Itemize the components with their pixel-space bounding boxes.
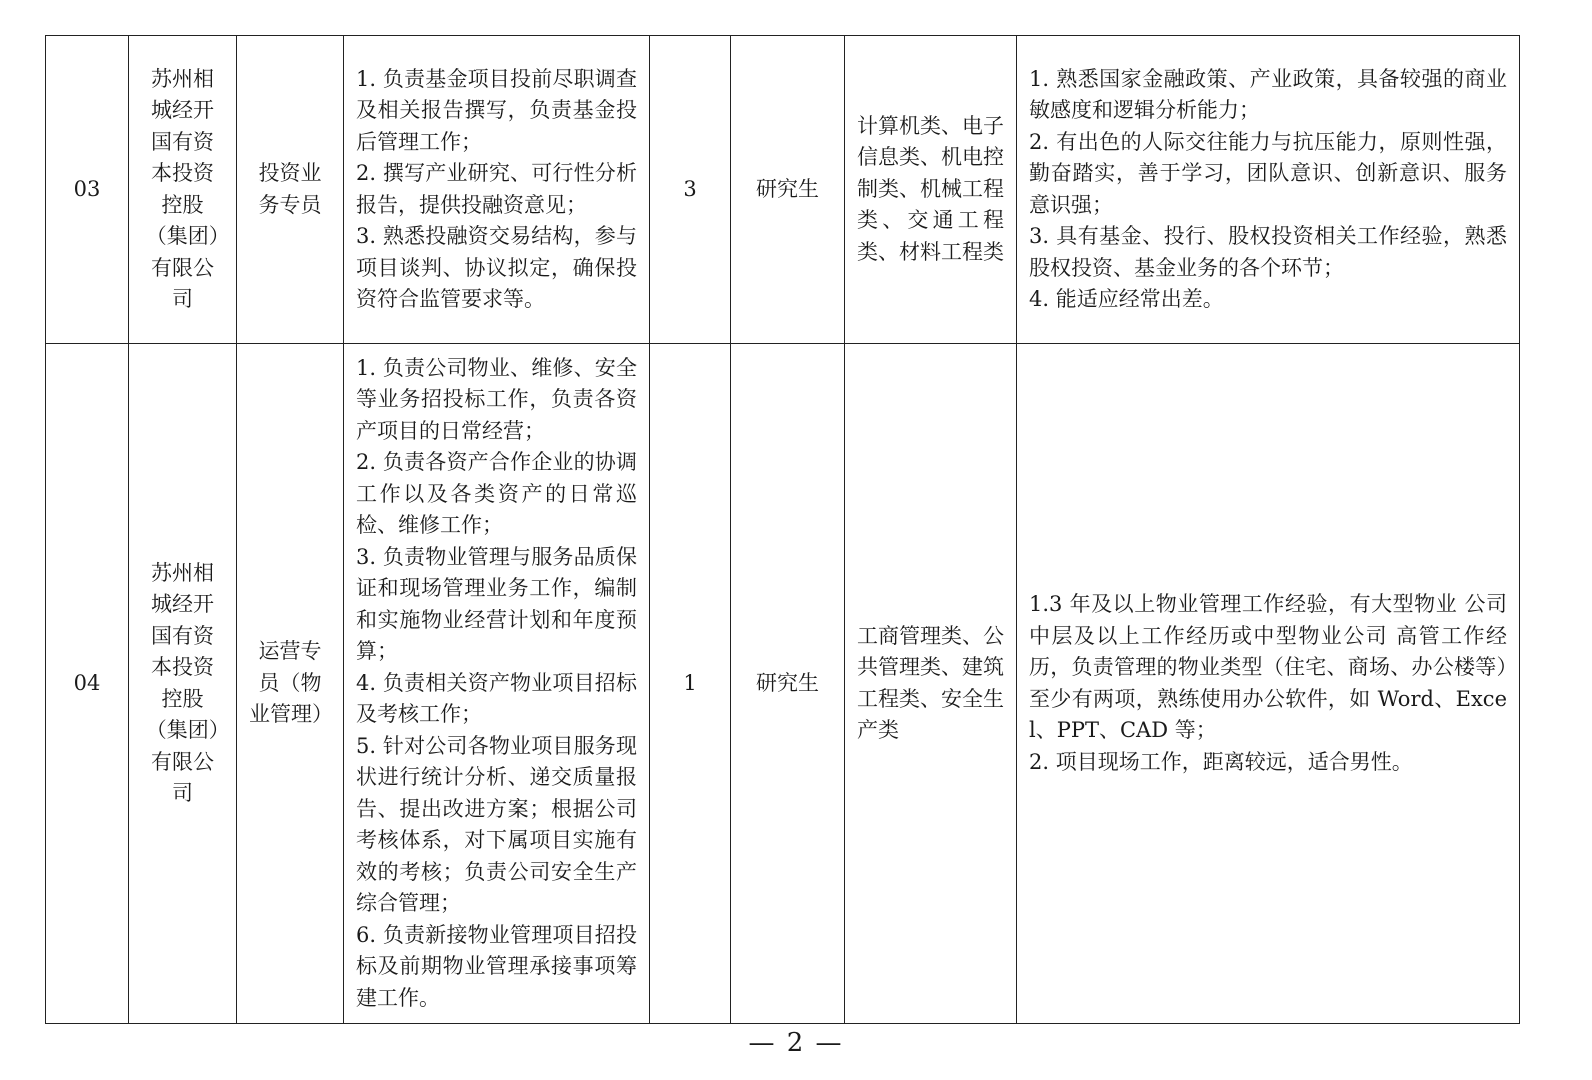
duty-item: 4. 负责相关资产物业项目招标及考核工作； bbox=[356, 670, 637, 727]
requirement-item: 2. 有出色的人际交往能力与抗压能力，原则性强，勤奋踏实，善于学习，团队意识、创新意识、服务意识强； bbox=[1029, 129, 1507, 217]
table-row bbox=[46, 344, 1520, 1024]
requirement-item: 2. 项目现场工作，距离较远，适合男性。 bbox=[1029, 749, 1413, 774]
employer-name: 苏州相城经开国有资本投资控股（集团）有限公司 bbox=[129, 36, 237, 344]
education-level: 研究生 bbox=[731, 36, 845, 344]
row-number: 03 bbox=[46, 36, 129, 344]
duty-item: 2. 负责各资产合作企业的协调工作以及各类资产的日常巡检、维修工作； bbox=[356, 450, 637, 538]
education-level: 研究生 bbox=[731, 344, 845, 1024]
duty-item: 1. 负责基金项目投前尽职调查及相关报告撰写，负责基金投后管理工作； bbox=[356, 66, 637, 154]
employer-name: 苏州相城经开国有资本投资控股（集团）有限公司 bbox=[129, 344, 237, 1024]
headcount: 1 bbox=[650, 344, 731, 1024]
major-requirement: 计算机类、电子信息类、机电控制类、机械工程类、交通工程类、材料工程类 bbox=[845, 36, 1017, 344]
duty-item: 2. 撰写产业研究、可行性分析报告，提供投融资意见； bbox=[356, 161, 637, 217]
duty-item: 3. 负责物业管理与服务品质保证和现场管理业务工作，编制和实施物业经营计划和年度预算； bbox=[356, 544, 637, 664]
recruitment-table bbox=[45, 35, 1520, 1024]
job-duties bbox=[344, 344, 650, 1024]
job-requirements bbox=[1017, 344, 1520, 1024]
job-requirements bbox=[1017, 36, 1520, 344]
requirement-item: 4. 能适应经常出差。 bbox=[1029, 287, 1224, 311]
duty-item: 6. 负责新接物业管理项目招投标及前期物业管理承接事项筹建工作。 bbox=[356, 922, 637, 1010]
position-title: 投资业务专员 bbox=[237, 36, 344, 344]
duty-item: 3. 熟悉投融资交易结构，参与项目谈判、协议拟定，确保投资符合监管要求等。 bbox=[356, 224, 637, 311]
major-requirement: 工商管理类、公共管理类、建筑工程类、安全生产类 bbox=[845, 344, 1017, 1024]
requirement-item: 1.3 年及以上物业管理工作经验，有大型物业 公司中层及以上工作经历或中型物业公司 高管工作经历，负责管理的物业类型（住宅、商场、办公楼等）至少有两项，熟练使用办公软件，如 Word、Excel、PPT、CAD 等； bbox=[1029, 592, 1507, 742]
duty-item: 1. 负责公司物业、维修、安全等业务招投标工作，负责各资产项目的日常经营； bbox=[356, 355, 637, 443]
duty-item: 5. 针对公司各物业项目服务现状进行统计分析、递交质量报告、提出改进方案；根据公司考核体系，对下属项目实施有效的考核；负责公司安全生产综合管理； bbox=[356, 733, 637, 916]
position-title: 运营专员（物业管理） bbox=[237, 344, 344, 1024]
requirement-item: 1. 熟悉国家金融政策、产业政策，具备较强的商业敏感度和逻辑分析能力； bbox=[1029, 66, 1507, 122]
requirement-item: 3. 具有基金、投行、股权投资相关工作经验，熟悉股权投资、基金业务的各个环节； bbox=[1029, 224, 1507, 280]
page-number: — 2 — bbox=[748, 1028, 844, 1058]
row-number: 04 bbox=[46, 344, 129, 1024]
job-duties bbox=[344, 36, 650, 344]
headcount: 3 bbox=[650, 36, 731, 344]
table-row bbox=[46, 36, 1520, 344]
